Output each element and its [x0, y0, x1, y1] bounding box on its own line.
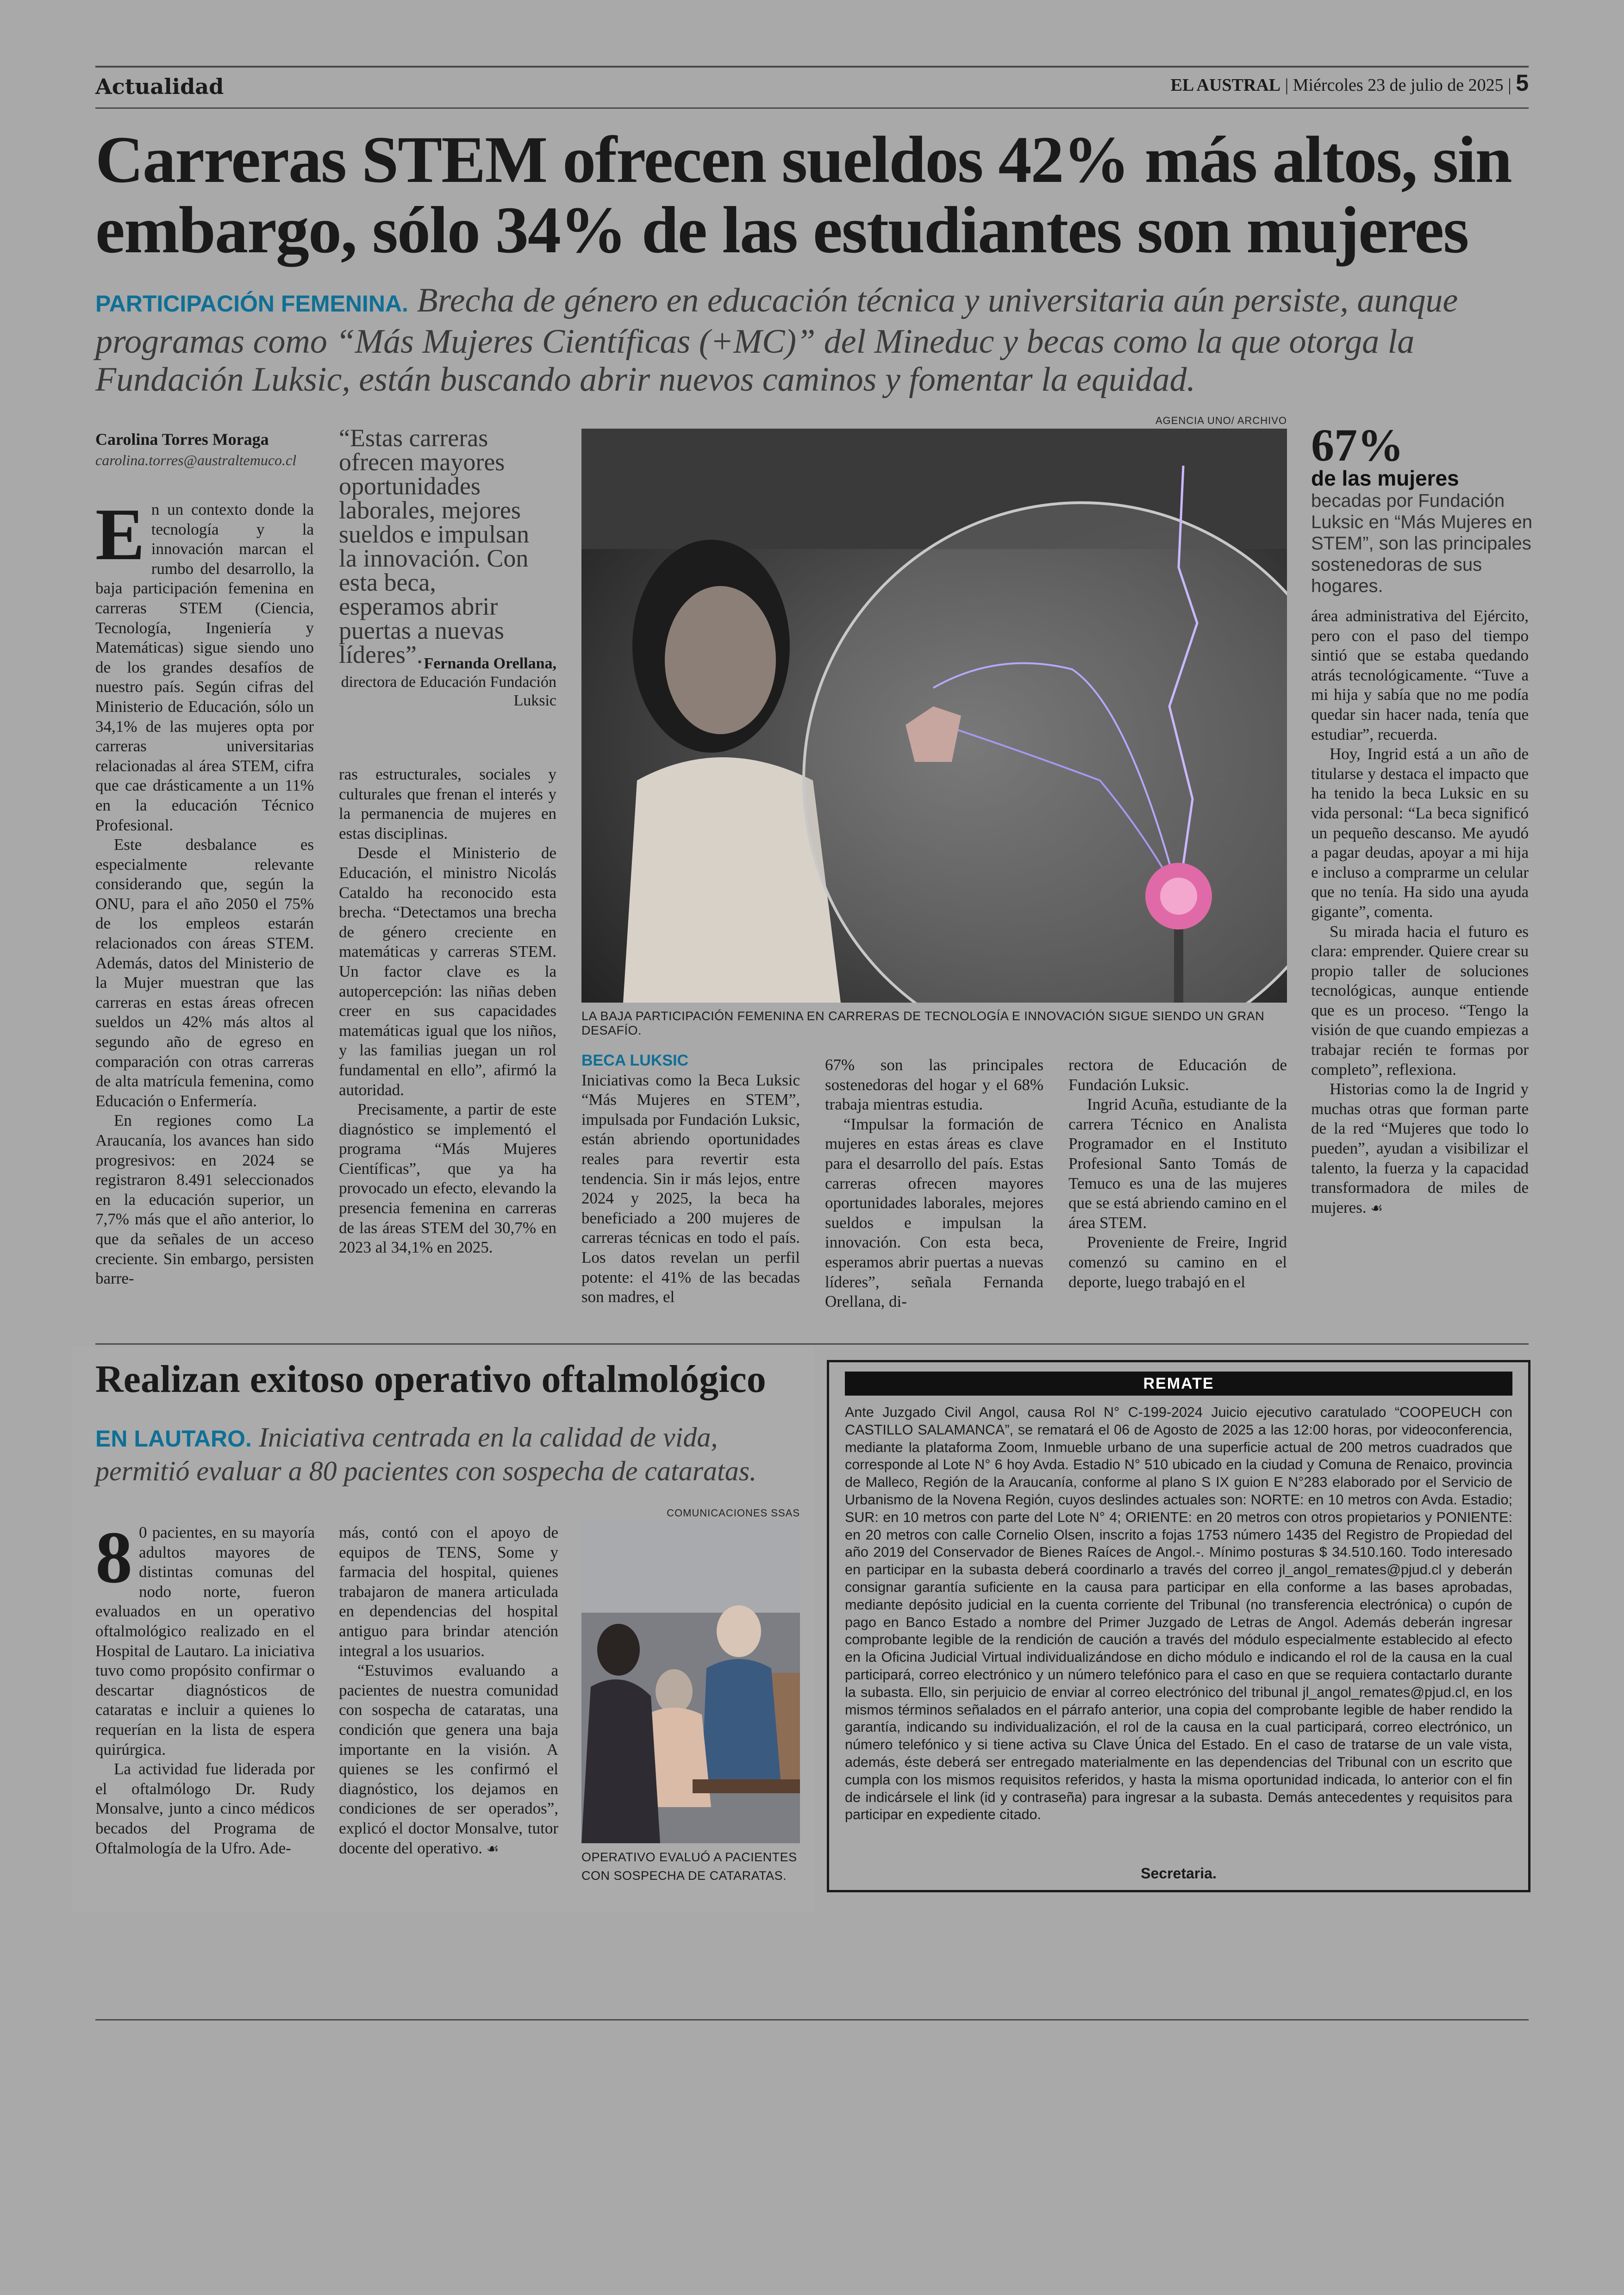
second-photo — [581, 1520, 800, 1843]
remate-notice — [827, 1360, 1530, 1892]
main-headline — [95, 125, 1535, 266]
col4-paragraph-1: 67% son las principales sostenedoras del hogar y el 68% trabaja mientras estudia. — [825, 1056, 1043, 1114]
col2-paragraph-1: ras estructurales, sociales y culturales que frenan el interés y la permanencia de mujeres en estas disciplinas. — [339, 765, 556, 842]
eye-exam-photo — [581, 1520, 800, 1843]
pull-quote: “Estas carreras ofrecen mayores oportunidades laborales, mejores sueldos e impulsan la innovación. Con esta beca, esperamos abrir puertas a nuevas líderes”. — [339, 424, 529, 668]
main-photo-caption: LA BAJA PARTICIPACIÓN FEMENINA EN CARRERAS DE TECNOLOGÍA E INNOVACIÓN SIGUE SIENDO UN GRAN DESAFÍO. — [581, 1009, 1265, 1037]
end-mark-icon: ☙ — [1370, 1200, 1383, 1216]
stat-text — [1311, 468, 1533, 597]
col3-paragraph-1: Iniciativas como la Beca Luksic “Más Mujeres en STEM”, impulsada por Fundación Luksic, están abriendo oportunidades reales para revertir esta tendencia. Sin ir más lejos, entre 2024 y 2025, la beca ha beneficiado a 200 mujeres de carreras técnicas en todo el país. Los datos revelan un perfil potente: el 41% de las becadas son madres, el — [581, 1071, 800, 1306]
section-label: Actualidad — [95, 74, 224, 99]
page-folio: EL AUSTRAL | Miércoles 23 de julio de 2025 | 5 — [1170, 70, 1529, 96]
pull-quote-role: directora de Educación Fundación Luksic — [341, 674, 556, 709]
col1-paragraph-2: Este desbalance es especialmente relevante considerando que, según la ONU, para el año 2050 el 75% de los empleos estarán relacionados con áreas STEM. Además, datos del Ministerio de la Mujer muestran que las carreras en estas áreas ofrecen sueldos un 42% más altos al segundo año de egreso en comparación con otras carreras de alta matrícula femenina, como Educación o Enfermería. — [95, 836, 314, 1110]
header-bottom-rule — [95, 107, 1529, 109]
footer-rule — [95, 2019, 1529, 2021]
main-photo — [581, 429, 1287, 1003]
second-headline: Realizan exitoso operativo oftalmológico — [95, 1358, 766, 1401]
header-top-rule — [95, 66, 1529, 68]
col6-paragraph-2: Hoy, Ingrid está a un año de titularse y destaca el impacto que ha tenido la beca Luksic en su vida personal: “La beca significó un pequeño descanso. Me ayudó a pagar deudas, apoyar a mi hija e incluso a comprarme un celular que no tenía. Ha sido una ayuda gigante”, comenta. — [1311, 745, 1529, 921]
col2-paragraph-3: Precisamente, a partir de este diagnóstico se implementó el programa “Más Mujeres Científicas”, que ya ha provocado un efecto, elevando la presencia femenina en carreras de las áreas STEM del 30,7% en 2023 al 34,1% en 2025. — [339, 1100, 556, 1257]
col6-paragraph-4-text: Historias como la de Ingrid y muchas otras que forman parte de la red “Mujeres que todo lo pueden”, ayudan a visibilizar el talento, la fuerza y la capacidad transformadora de miles de mujeres. — [1311, 1080, 1529, 1216]
second-col2-paragraph-2 — [339, 1661, 558, 1859]
article-column-3 — [581, 1051, 800, 1307]
remate-signature: Secretaria. — [1141, 1865, 1217, 1882]
drop-cap: E — [95, 493, 145, 575]
stat-rest: becadas por Fundación Luksic en “Más Mujeres en STEM”, son las principales sostenedoras de sus hogares. — [1311, 491, 1532, 596]
main-deck — [95, 281, 1535, 399]
second-col1-paragraph-2: La actividad fue liderada por el oftalmólogo Dr. Rudy Monsalve, junto a cinco médicos becados del Programa de Oftalmología de la Ufro. Ade- — [95, 1760, 315, 1857]
remate-title: REMATE — [845, 1372, 1512, 1396]
stat-bold: de las mujeres — [1311, 466, 1459, 490]
second-col1-paragraph-1: 0 pacientes, en su mayoría adultos mayores de distintas comunas del nodo norte, fueron evaluados en un operativo oftalmológico realizado en el Hospital de Lautaro. La iniciativa tuvo como propósito confirmar o descartar diagnósticos de cataratas e incluir a quienes lo requerían en la lista de espera quirúrgica. — [95, 1523, 315, 1759]
col4-paragraph-2: “Impulsar la formación de mujeres en estas áreas es clave para el desarrollo del país. Estas carreras ofrecen mayores oportunidades laborales, mejores sueldos e impulsan la innovación. Con esta beca, esperamos abrir puertas a nuevas líderes”, señala Fernanda Orellana, di- — [825, 1115, 1043, 1311]
pull-quote-name: Fernanda Orellana, — [424, 655, 556, 672]
main-deck-text: Brecha de género en educación técnica y universitaria aún persiste, aunque programas como “Más Mujeres Científicas (+MC)” del Mineduc y becas como la que otorga la Fundación Luksic, están buscando abrir nuevos caminos y fomentar la equidad. — [95, 281, 1458, 399]
col6-paragraph-1: área administrativa del Ejército, pero con el paso del tiempo sintió que se estaba quedando atrás tecnológicamente. “Tuve a mi hija y sabía que no me podía quedar sin hacer nada, tenía que estudiar”, recuerda. — [1311, 607, 1529, 743]
article-column-6 — [1311, 606, 1529, 1218]
article-column-1 — [95, 493, 314, 1289]
second-photo-credit: COMUNICACIONES SSAS — [667, 1507, 800, 1519]
issue-date: Miércoles 23 de julio de 2025 — [1293, 75, 1504, 95]
headline-line-1: Carreras STEM ofrecen sueldos 42% más altos, sin — [95, 123, 1512, 197]
paper-name: EL AUSTRAL — [1170, 75, 1281, 95]
col5-paragraph-2: Ingrid Acuña, estudiante de la carrera Técnico en Analista Programador en el Instituto Profesional Santo Tomás de Temuco es una de las mujeres que se está abriendo camino en el área STEM. — [1068, 1095, 1287, 1232]
second-deck-text: Iniciativa centrada en la calidad de vida, permitió evaluar a 80 pacientes con sospecha de cataratas. — [95, 1422, 757, 1486]
stat-value: 67% — [1311, 419, 1404, 471]
col6-paragraph-3: Su mirada hacia el futuro es clara: emprender. Quiere crear su propio taller de soluciones tecnológicas, aunque entiende que es un proceso. “Tengo la visión de que cuando empiezas a trabajar recién te formas por completo”, reflexiona. — [1311, 922, 1529, 1079]
headline-line-2: embargo, sólo 34% de las estudiantes son mujeres — [95, 193, 1468, 267]
col1-paragraph-3: En regiones como La Araucanía, los avances han sido progresivos: en 2024 se registraron 8.491 seleccionados en la educación superior, un 7,7% más que el año anterior, lo que da señales de un acceso creciente. Sin embargo, persisten barre- — [95, 1111, 314, 1288]
second-drop-cap: 8 — [95, 1516, 132, 1598]
plasma-ball-photo — [581, 429, 1287, 1003]
col5-paragraph-1: rectora de Educación de Fundación Luksic. — [1068, 1056, 1287, 1094]
col5-paragraph-3: Proveniente de Freire, Ingrid comenzó su camino en el deporte, luego trabajó en el — [1068, 1233, 1287, 1291]
main-photo-credit: AGENCIA UNO/ ARCHIVO — [1155, 415, 1287, 426]
col1-paragraph-1: n un contexto donde la tecnología y la innovación marcan el rumbo del desarrollo, la baja participación femenina en carreras STEM (Ciencia, Tecnología, Ingeniería y Matemáticas) sigue siendo uno de los grandes desafíos de nuestro país. Según cifras del Ministerio de Educación, sólo un 34,1% de las mujeres opta por carreras universitarias relacionadas al área STEM, cifra que cae drásticamente a un 11% en la educación Técnico Profesional. — [95, 500, 314, 834]
page-number: 5 — [1516, 70, 1529, 96]
second-column-1 — [95, 1516, 315, 1858]
byline — [95, 430, 336, 469]
remate-body: Ante Juzgado Civil Angol, causa Rol N° C-199-2024 Juicio ejecutivo caratulado “COOPEUCH con CASTILLO SALAMANCA”, se rematará el 06 de Agosto de 2025 a las 12:00 horas, por videoconferencia, mediante la plataforma Zoom, Inmueble urbano de una superficie actual de 200 metros cuadrados que corresponde al Lote N° 6 hoy Avda. Estadio N° 510 ubicado en la ciudad y Comuna de Renaico, provincia de Malleco, Región de la Araucanía, conforme al plano S IX guion E N°283 elaborado por el Servicio de Urbanismo de la Novena Región, cuyos deslindes actuales son: NORTE: en 10 metros con Avda. Estadio; SUR: en 10 metros con parte del Lote N° 4; ORIENTE: en 20 metros con otros propietarios y PONIENTE: en 20 metros con calle Cornelio Olsen, inscrito a fojas 1753 número 1435 del Registro de Propiedad del año 2019 del Conservador de Bienes Raíces de Angol.-. Mínimo posturas $ 34.510.160. Todo interesado en participar en la subasta deberá coordinarlo a través del correo jl_angol_remates@pjud.cl y deberán consignar garantía suficiente en la causa para participar en ella conforme a las bases aprobadas, mediante depósito judicial en la cuenta corriente del Tribunal (no transferencia electrónica) o cupón de pago en Banco Estado a nombre del Primer Juzgado de Letras de Angol. Además deberán ingresar comprobante legible de la rendición de caución a través del módulo especialmente establecido al efecto en la Oficina Judicial Virtual individualizándose en dicho módulo e indicando el rol de la causa en la cual participará, correo electrónico y un número telefónico para el caso en que se requiera contactarlo durante la subasta. Ello, sin perjuicio de enviar al correo electrónico del tribunal jl_angol_remates@pjud.cl, en los mismos términos señalados en el párrafo anterior, una copia del comprobante legible de haber rendido la garantía, indicando su individualización, el rol de la causa en la cual participará, correo electrónico, un número telefónico y si tiene activa su Clave Única del Estado. En el caso de tratarse de un vale vista, además, éste deberá ser entregado materialmente en las dependencias del Tribunal con un escrito que cumpla con los mismos requisitos referidos, y hasta la misma oportunidad indicada, lo anterior con el fin de indicársele el link (id y contraseña) para ingresar a la subasta. Demás antecedentes y requisitos para participar en expediente citado. — [845, 1404, 1512, 1823]
second-photo-caption: OPERATIVO EVALUÓ A PACIENTES CON SOSPECHA DE CATARATAS. — [581, 1850, 797, 1883]
article-column-5 — [1068, 1055, 1287, 1292]
author-email: carolina.torres@australtemuco.cl — [95, 452, 297, 468]
article-column-2 — [339, 765, 556, 1258]
pull-quote-attribution — [339, 655, 556, 710]
beca-luksic-subhead: BECA LUKSIC — [581, 1052, 689, 1069]
second-col2-paragraph-1: más, contó con el apoyo de equipos de TENS, Some y farmacia del hospital, quienes trabajaron de manera articulada en dependencias del hospital antiguo para brindar atención integral a los usuarios. — [339, 1523, 558, 1660]
col6-paragraph-4 — [1311, 1079, 1529, 1218]
author-name: Carolina Torres Moraga — [95, 430, 269, 449]
section-divider — [95, 1343, 1529, 1345]
second-col2-paragraph-2-text: “Estuvimos evaluando a pacientes de nuestra comunidad con sospecha de cataratas, una condición que genera una baja importante en la visión. A quienes se les confirmó el diagnóstico, los dejamos en condiciones de ser operados”, explicó el doctor Monsalve, tutor docente del operativo. — [339, 1661, 558, 1857]
col2-paragraph-2: Desde el Ministerio de Educación, el ministro Nicolás Cataldo ha reconocido esta brecha. “Detectamos una brecha de género creciente en matemáticas y carreras STEM. Un factor clave es la autopercepción: las niñas deben creer en sus capacidades matemáticas igual que los niños, y las familias juegan un rol fundamental en ello”, afirmó la autoridad. — [339, 844, 556, 1099]
main-kicker: PARTICIPACIÓN FEMENINA. — [95, 291, 408, 317]
second-end-mark-icon: ☙ — [486, 1840, 499, 1857]
second-column-2 — [339, 1523, 558, 1859]
second-kicker: EN LAUTARO. — [95, 1426, 252, 1452]
article-column-4 — [825, 1055, 1043, 1312]
second-deck — [95, 1421, 808, 1487]
